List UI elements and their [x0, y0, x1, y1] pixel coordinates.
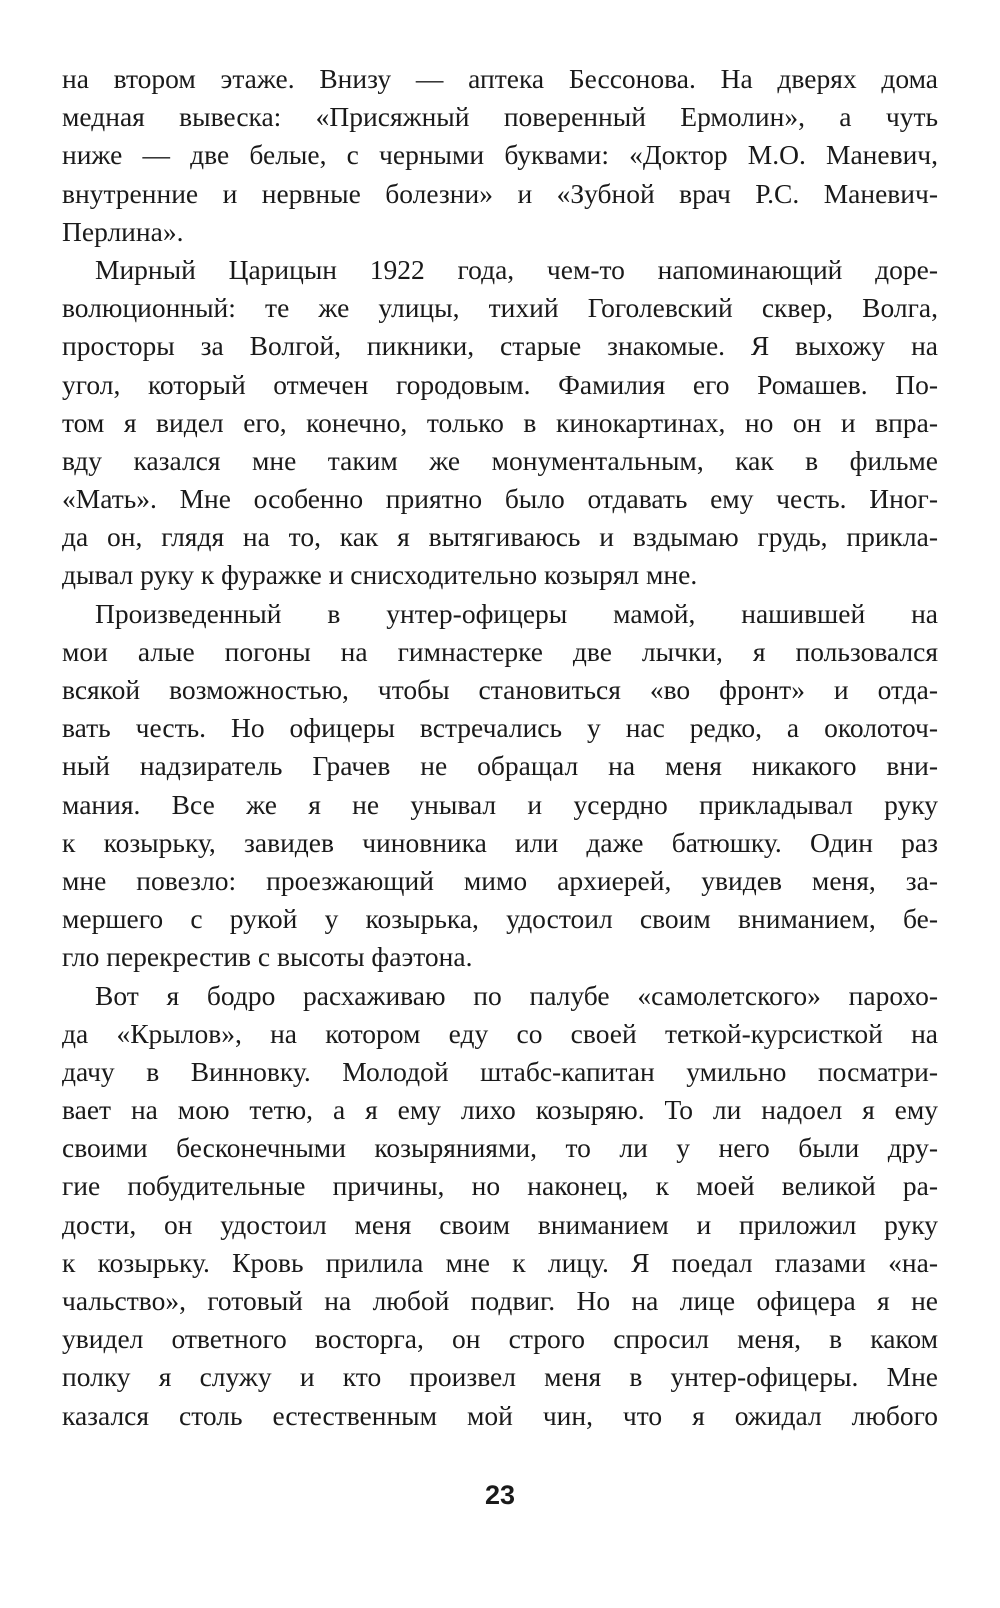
text-line: полку я служу и кто произвел меня в унтер-офицеры. Мне [62, 1361, 938, 1393]
text-line: дывал руку к фуражке и снисходительно козырял мне. [62, 559, 698, 591]
text-line: вду казался мне таким же монументальным, как в фильме [62, 444, 938, 476]
text-line: увидел ответного восторга, он строго спросил меня, в каком [62, 1323, 938, 1355]
text-line: гие побудительные причины, но наконец, к моей великой ра- [62, 1170, 938, 1202]
text-line: чальство», готовый на любой подвиг. Но на лице офицера я не [62, 1285, 938, 1316]
text-line: вает на мою тетю, а я ему лихо козыряю. То ли надоел я ему [62, 1094, 938, 1126]
text-line: внутренние и нервные болезни» и «Зубной врач Р.С. Маневич- [62, 177, 938, 209]
text-line: гло перекрестив с высоты фаэтона. [62, 941, 473, 973]
text-line: всякой возможностью, чтобы становиться «во фронт» и отда- [62, 674, 938, 705]
text-line: дачу в Винновку. Молодой штабс-капитан умильно посматри- [62, 1055, 938, 1087]
text-line: на втором этаже. Внизу — аптека Бессонова. На дверях дома [62, 63, 938, 94]
text-line: мне повезло: проезжающий мимо архиерей, увидев меня, за- [62, 864, 938, 896]
text-line: мершего с рукой у козырька, удостоил своим вниманием, бе- [62, 903, 938, 935]
text-line: просторы за Волгой, пикники, старые знакомые. Я выхожу на [62, 330, 938, 362]
text-line: том я видел его, конечно, только в кинокартинах, но он и впра- [62, 406, 938, 438]
text-line: вать честь. Но офицеры встречались у нас редко, а околоточ- [62, 712, 938, 744]
text-line: да «Крылов», на котором еду со своей теткой-курсисткой на [62, 1017, 938, 1049]
body-text [62, 60, 938, 1435]
text-line: ниже — две белые, с черными буквами: «Доктор М.О. Маневич, [62, 139, 938, 171]
text-line: да он, глядя на то, как я вытягиваюсь и вздымаю грудь, прикла- [62, 521, 938, 553]
text-line: своими бесконечными козыряниями, то ли у него были дру- [62, 1132, 938, 1164]
text-line: мания. Все же я не унывал и усердно прикладывал руку [62, 788, 938, 820]
text-line: угол, который отмечен городовым. Фамилия его Ромашев. По- [62, 368, 938, 400]
text-line: Вот я бодро расхаживаю по палубе «самолетского» парохо- [95, 979, 938, 1011]
text-line: к козырьку. Кровь прилила мне к лицу. Я поедал глазами «на- [62, 1246, 938, 1278]
text-line: ный надзиратель Грачев не обращал на меня никакого вни- [62, 750, 938, 782]
text-line: волюционный: те же улицы, тихий Гоголевский сквер, Волга, [62, 292, 938, 324]
text-line: Произведенный в унтер-офицеры мамой, нашившей на [95, 597, 938, 629]
text-line: к козырьку, завидев чиновника или даже батюшку. Один раз [62, 826, 938, 858]
text-line: Перлина». [62, 215, 184, 247]
text-line: мои алые погоны на гимнастерке две лычки, я пользовался [62, 635, 938, 667]
page-number: 23 [484, 1480, 516, 1510]
text-line: дости, он удостоил меня своим вниманием и приложил руку [62, 1208, 938, 1240]
text-line: «Мать». Мне особенно приятно было отдавать ему честь. Иног- [62, 483, 938, 515]
text-line: казался столь естественным мой чин, что я ожидал любого [62, 1399, 938, 1431]
text-line: медная вывеска: «Присяжный поверенный Ермолин», а чуть [62, 101, 938, 133]
text-line: Мирный Царицын 1922 года, чем-то напоминающий доре- [95, 253, 938, 285]
